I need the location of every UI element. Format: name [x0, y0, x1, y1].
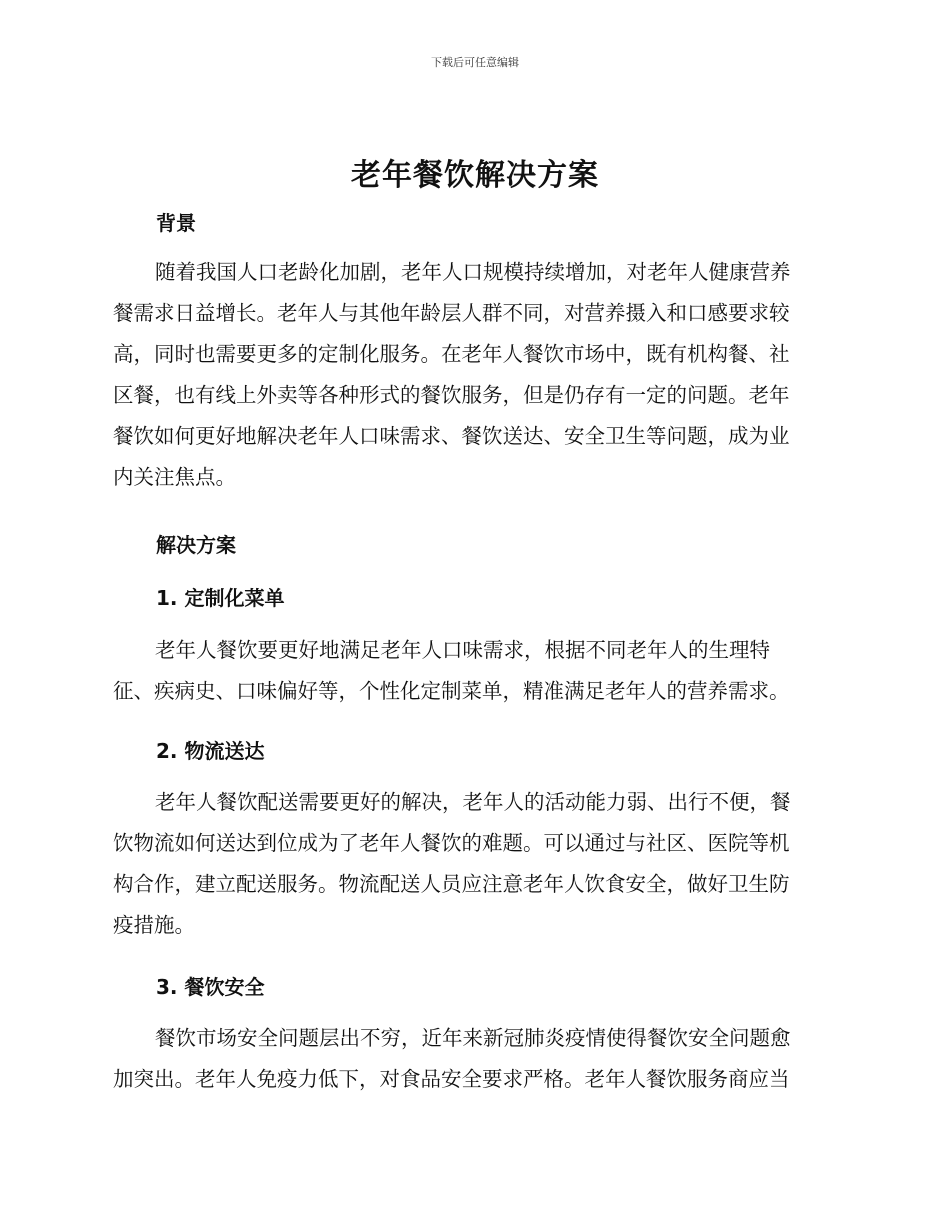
paragraph-line: 区餐，也有线上外卖等各种形式的餐饮服务，但是仍存有一定的问题。老年 — [113, 383, 790, 407]
paragraph-line: 疫措施。 — [113, 913, 195, 937]
paragraph-safety — [113, 1018, 833, 1100]
section-heading-solution: 解决方案 — [156, 533, 236, 557]
paragraph-line: 征、疾病史、口味偏好等，个性化定制菜单，精准满足老年人的营养需求。 — [113, 679, 790, 703]
paragraph-menu — [113, 630, 833, 712]
paragraph-line: 餐饮市场安全问题层出不穷，近年来新冠肺炎疫情使得餐饮安全问题愈 — [155, 1026, 791, 1050]
paragraph-line: 餐饮如何更好地解决老年人口味需求、餐饮送达、安全卫生等问题，成为业 — [113, 424, 790, 448]
section-heading-logistics: 2. 物流送达 — [156, 739, 265, 763]
paragraph-line: 加突出。老年人免疫力低下，对食品安全要求严格。老年人餐饮服务商应当 — [113, 1067, 790, 1091]
paragraph-line: 随着我国人口老龄化加剧，老年人口规模持续增加，对老年人健康营养 — [155, 260, 791, 284]
section-heading-background: 背景 — [156, 211, 196, 235]
paragraph-logistics — [113, 782, 833, 946]
paragraph-line: 老年人餐饮要更好地满足老年人口味需求，根据不同老年人的生理特 — [155, 638, 770, 662]
section-heading-menu: 1. 定制化菜单 — [156, 586, 285, 610]
paragraph-line: 饮物流如何送达到位成为了老年人餐饮的难题。可以通过与社区、医院等机 — [113, 831, 790, 855]
paragraph-line: 高，同时也需要更多的定制化服务。在老年人餐饮市场中，既有机构餐、社 — [113, 342, 790, 366]
paragraph-line: 餐需求日益增长。老年人与其他年龄层人群不同，对营养摄入和口感要求较 — [113, 301, 790, 325]
document-title: 老年餐饮解决方案 — [351, 158, 599, 193]
section-heading-safety: 3. 餐饮安全 — [156, 975, 265, 999]
paragraph-background — [113, 252, 833, 498]
header-note: 下载后可任意编辑 — [431, 56, 519, 69]
paragraph-line: 老年人餐饮配送需要更好的解决，老年人的活动能力弱、出行不便，餐 — [155, 790, 791, 814]
paragraph-line: 构合作，建立配送服务。物流配送人员应注意老年人饮食安全，做好卫生防 — [113, 872, 790, 896]
paragraph-line: 内关注焦点。 — [113, 465, 236, 489]
